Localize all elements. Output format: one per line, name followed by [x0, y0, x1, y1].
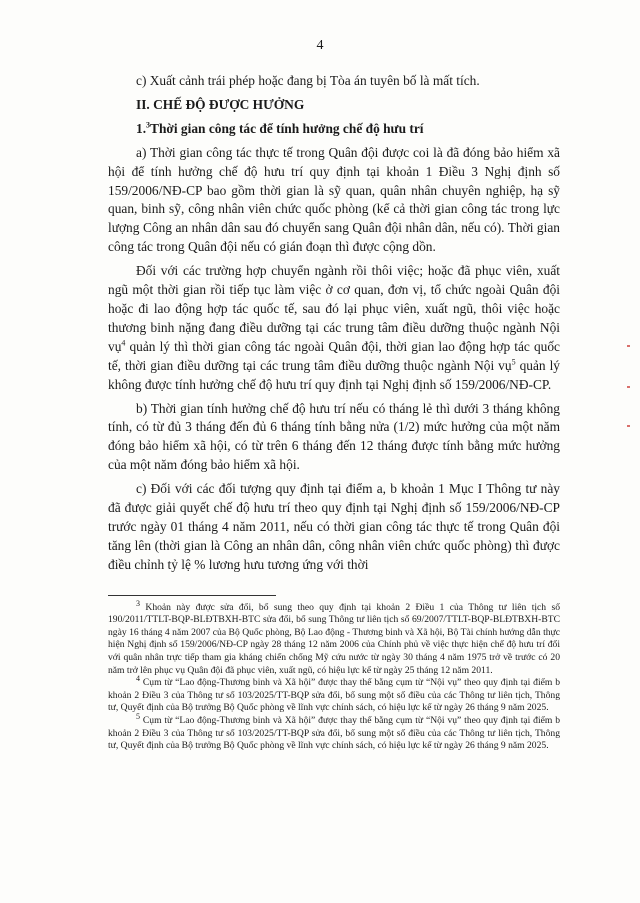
paragraph-c: c) Đối với các đối tượng quy định tại điểm a, b khoản 1 Mục I Thông tư này đã được giải quyết chế độ hưu trí theo quy định tại Nghị định số 159/2006/NĐ-CP trước ngày 01 tháng 4 năm 2011, nếu có thời gian công tác thực tế trong Quân đội tăng lên (thời gian là Công an nhân dân, công nhân viên chức quốc phòng) thì được điều chỉnh tỷ lệ % lương hưu tương ứng với thời	[108, 481, 560, 572]
footnote-separator	[108, 595, 276, 596]
margin-mark	[627, 345, 630, 347]
page-number: 4	[316, 38, 324, 53]
footnote-4	[108, 674, 561, 715]
margin-mark	[627, 386, 630, 388]
section-title: II. CHẾ ĐỘ ĐƯỢC HƯỞNG	[136, 96, 305, 112]
footnote-3	[108, 598, 560, 678]
paragraph-b: b) Thời gian tính hưởng chế độ hưu trí nếu có tháng lẻ thì dưới 3 tháng không tính, có từ đủ 3 tháng đến đủ 6 tháng tính bằng nửa (1/2) mức hưởng của một năm đóng bảo hiểm xã hội, có từ trên 6 tháng đến 12 tháng được tính bằng mức hưởng của một năm đóng bảo hiểm xã hội.	[108, 400, 560, 473]
subsection-heading	[108, 120, 560, 139]
subsection-number: 1.	[136, 120, 147, 136]
margin-mark	[627, 425, 630, 427]
document-body	[108, 72, 560, 753]
paragraph-transfer-part1: Đối với các trường hợp chuyển ngành rồi thôi việc; hoặc đã phục viên, xuất ngũ một thời gian rồi tiếp tục làm việc ở cơ quan, đơn vị, tổ chức ngoài Quân đội hoặc đi lao động hợp tác quốc tế, sau đó lại phục viên, xuất ngũ, thôi việc hoặc thương binh nặng đang điều dưỡng tại các trung tâm điều dưỡng thuộc ngành Nội vụ	[108, 263, 560, 354]
footnote-text: Cụm từ “Lao động-Thương binh và Xã hội” được thay thế bằng cụm từ “Nội vụ” theo quy định tại điểm b khoản 2 Điều 3 của Thông tư số 103/2025/TT-BQP sửa đổi, bổ sung một số điều của các Thông tư liên tịch, Thông tư, Quyết định của Bộ trưởng Bộ Quốc phòng về lĩnh vực chính sách, có hiệu lực kể từ ngày 26 tháng 9 năm 2025.	[108, 677, 561, 714]
paragraph-transfer-part2: quản lý thì thời gian công tác ngoài Quân đội, thời gian lao động hợp tác quốc tế, thời gian điều dưỡng tại các trung tâm điều dưỡng thuộc ngành Nội vụ	[108, 338, 560, 373]
footnote-mark: 5	[136, 711, 140, 721]
footnote-5	[108, 711, 561, 753]
paragraph-transfer-part3: quản lý không được tính hưởng chế độ hưu trí quy định tại Nghị định số 159/2006/NĐ-CP.	[108, 357, 560, 392]
footnotes	[108, 598, 561, 753]
item-c-intro: c) Xuất cảnh trái phép hoặc đang bị Tòa án tuyên bố là mất tích.	[136, 73, 480, 88]
footnote-mark: 4	[136, 674, 140, 684]
footnote-ref-5[interactable]: 5	[511, 357, 516, 367]
paragraph-transfer	[108, 262, 560, 394]
footnote-ref-3[interactable]: 3	[146, 120, 151, 130]
paragraph-a: a) Thời gian công tác thực tế trong Quân đội được coi là đã đóng bảo hiểm xã hội để tính hưởng chế độ hưu trí quy định tại khoản 1 Điều 3 Nghị định số 159/2006/NĐ-CP bao gồm thời gian là sỹ quan, quân nhân chuyên nghiệp, hạ sỹ quan, binh sỹ, công nhân viên chức quốc phòng (kể cả thời gian công tác trong lực lượng Công an nhân dân sau đó chuyển sang Quân đội nhân dân, nếu có). Thời gian công tác trong Quân đội nếu có gián đoạn thì được cộng dồn.	[108, 144, 560, 255]
footnote-text: Cụm từ “Lao động-Thương binh và Xã hội” được thay thế bằng cụm từ “Nội vụ” theo quy định tại điểm b khoản 2 Điều 3 của Thông tư số 103/2025/TT-BQP sửa đổi, bổ sung một số điều của các Thông tư liên tịch, Thông tư, Quyết định của Bộ trưởng Bộ Quốc phòng về lĩnh vực chính sách, có hiệu lực kể từ ngày 26 tháng 9 năm 2025.	[108, 715, 561, 752]
footnote-ref-4[interactable]: 4	[121, 338, 126, 348]
footnote-mark: 3	[136, 598, 140, 608]
footnote-text: Khoản này được sửa đổi, bổ sung theo quy định tại khoản 2 Điều 1 của Thông tư liên tịch số 190/2011/TTLT-BQP-BLĐTBXH-BTC sửa đổi, bổ sung Thông tư liên tịch số 69/2007/TTLT-BQP-BLĐTBXH-BTC ngày 16 tháng 4 năm 2007 của Bộ Quốc phòng, Bộ Lao động - Thương binh và Xã hội, Bộ Tài chính hướng dẫn thực hiện Nghị định số 159/2006/NĐ-CP ngày 28 tháng 12 năm 2006 của Chính phủ về việc thực hiện chế độ hưu trí đối với quân nhân trực tiếp tham gia kháng chiến chống Mỹ cứu nước từ ngày 30 tháng 4 năm 1975 trở về trước có 20 năm trở lên phục vụ Quân đội đã phục viên, xuất ngũ, có hiệu lực kể từ ngày 25 tháng 12 năm 2011.	[108, 601, 560, 676]
subsection-title: Thời gian công tác để tính hưởng chế độ hưu trí	[150, 120, 424, 136]
